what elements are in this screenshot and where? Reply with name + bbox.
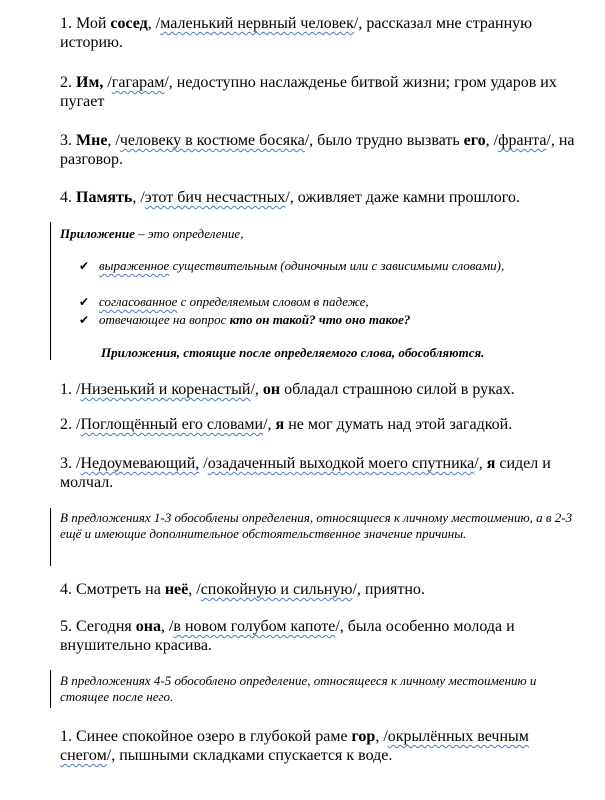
text: 5. Сегодня xyxy=(60,618,136,635)
text: , / xyxy=(160,618,174,635)
text: , / xyxy=(132,189,145,206)
checkmark-icon: ✔ xyxy=(79,313,90,327)
rule-item xyxy=(79,294,539,310)
text: с определяемым словом в падеже, xyxy=(177,294,369,309)
note-2: В предложениях 4-5 обособлено определение, относящееся к личному местоимению и стоящее после него. xyxy=(60,673,537,704)
appositive: в новом голубом капоте xyxy=(173,618,336,635)
appositive: Недоумевающий, xyxy=(80,455,200,472)
appositive: Низенький и коренастый xyxy=(80,381,251,398)
appositive: озадаченный выходкой моего спутника xyxy=(207,455,475,472)
subject-word: она xyxy=(135,618,161,635)
checkmark-icon: ✔ xyxy=(79,295,90,309)
text: /, xyxy=(263,416,276,433)
appositive: спокойную и сильную xyxy=(200,581,353,598)
sentence-4 xyxy=(60,580,585,599)
subject-word: неё xyxy=(164,581,189,598)
sentence-2 xyxy=(60,415,585,434)
text: 3. xyxy=(60,132,76,149)
text: сидел и молчал. xyxy=(60,455,551,491)
text: / xyxy=(199,455,208,472)
text: /, рассказал мне странную историю. xyxy=(60,15,533,51)
appositive: франта xyxy=(498,132,547,149)
sentence-1 xyxy=(60,727,585,765)
sentence-4 xyxy=(60,188,585,207)
text: , / xyxy=(107,132,120,149)
subject-word: я xyxy=(275,416,285,433)
sentence-1 xyxy=(60,380,585,399)
text: существительным (одиночным или с зависимыми словами), xyxy=(169,258,505,273)
appositive: окрылённых вечным снегом xyxy=(60,728,529,764)
appositive: человеку в костюме босяка xyxy=(119,132,305,149)
text: , / xyxy=(485,132,499,149)
text: кто он такой? что оно такое? xyxy=(229,312,411,327)
text: , / xyxy=(147,15,161,32)
text: , / xyxy=(188,581,201,598)
subject-word: его xyxy=(463,132,486,149)
text: /, на разговор. xyxy=(60,132,575,168)
sentence-3 xyxy=(60,131,585,169)
checkmark-icon: ✔ xyxy=(79,259,90,273)
text: /, было трудно вызвать xyxy=(304,132,464,149)
rule-item xyxy=(79,258,539,274)
subject-word: я xyxy=(486,455,496,472)
subject-word: сосед xyxy=(110,15,148,32)
appositive: гагарам xyxy=(111,74,165,91)
text: 2. xyxy=(60,74,76,91)
text: отвечающее на вопрос xyxy=(99,312,230,327)
text: / xyxy=(103,74,112,91)
text: , / xyxy=(375,728,388,745)
note-1: В предложениях 1-3 обособлены определения, относящиеся к личному местоимению, а в 2-3 ещё и имеющие дополнительное обстоятельственное значение причины. xyxy=(60,510,573,541)
text: 1. Синее спокойное озеро в глубокой раме xyxy=(60,728,352,745)
text: 1. Мой xyxy=(60,15,111,32)
text: согласованное xyxy=(99,294,178,309)
text: – это определение, xyxy=(134,226,244,241)
appositive: Поглощённый его словами xyxy=(80,416,264,433)
text: /, была особенно молода и внушительно красива. xyxy=(60,618,515,654)
text: обладал страшною силой в руках. xyxy=(280,381,515,398)
text: выраженное xyxy=(99,258,170,273)
text: 4. xyxy=(60,189,76,206)
text: 3. / xyxy=(60,455,81,472)
subject-word: Мне xyxy=(76,132,108,149)
text: /, xyxy=(474,455,487,472)
text: /, недоступно наслажденье битвой жизни; гром ударов их пугает xyxy=(60,74,557,110)
text: /, оживляет даже камни прошлого. xyxy=(285,189,520,206)
text: 2. / xyxy=(60,416,81,433)
subject-word: Память xyxy=(76,189,133,206)
rule-term: Приложение xyxy=(60,226,135,241)
sentence-2 xyxy=(60,73,585,111)
text: /, xyxy=(250,381,263,398)
text: 1. / xyxy=(60,381,81,398)
rule-conclusion: Приложения, стоящие после определяемого слова, обособляются. xyxy=(101,345,485,360)
sentence-1 xyxy=(60,14,585,52)
text: /, пышными складками спускается к воде. xyxy=(106,747,393,764)
rule-item xyxy=(79,312,539,328)
subject-word: он xyxy=(262,381,281,398)
sentence-5 xyxy=(60,617,585,655)
rule-box xyxy=(50,222,591,360)
subject-word: гор xyxy=(351,728,376,745)
subject-word: Им, xyxy=(76,74,104,91)
rule-definition xyxy=(60,226,560,242)
text: /, приятно. xyxy=(352,581,425,598)
text: 4. Смотреть на xyxy=(60,581,165,598)
appositive: маленький нервный человек xyxy=(160,15,354,32)
sentence-3 xyxy=(60,454,585,492)
text: не мог думать над этой загадкой. xyxy=(284,416,513,433)
appositive: этот бич несчастных xyxy=(144,189,286,206)
